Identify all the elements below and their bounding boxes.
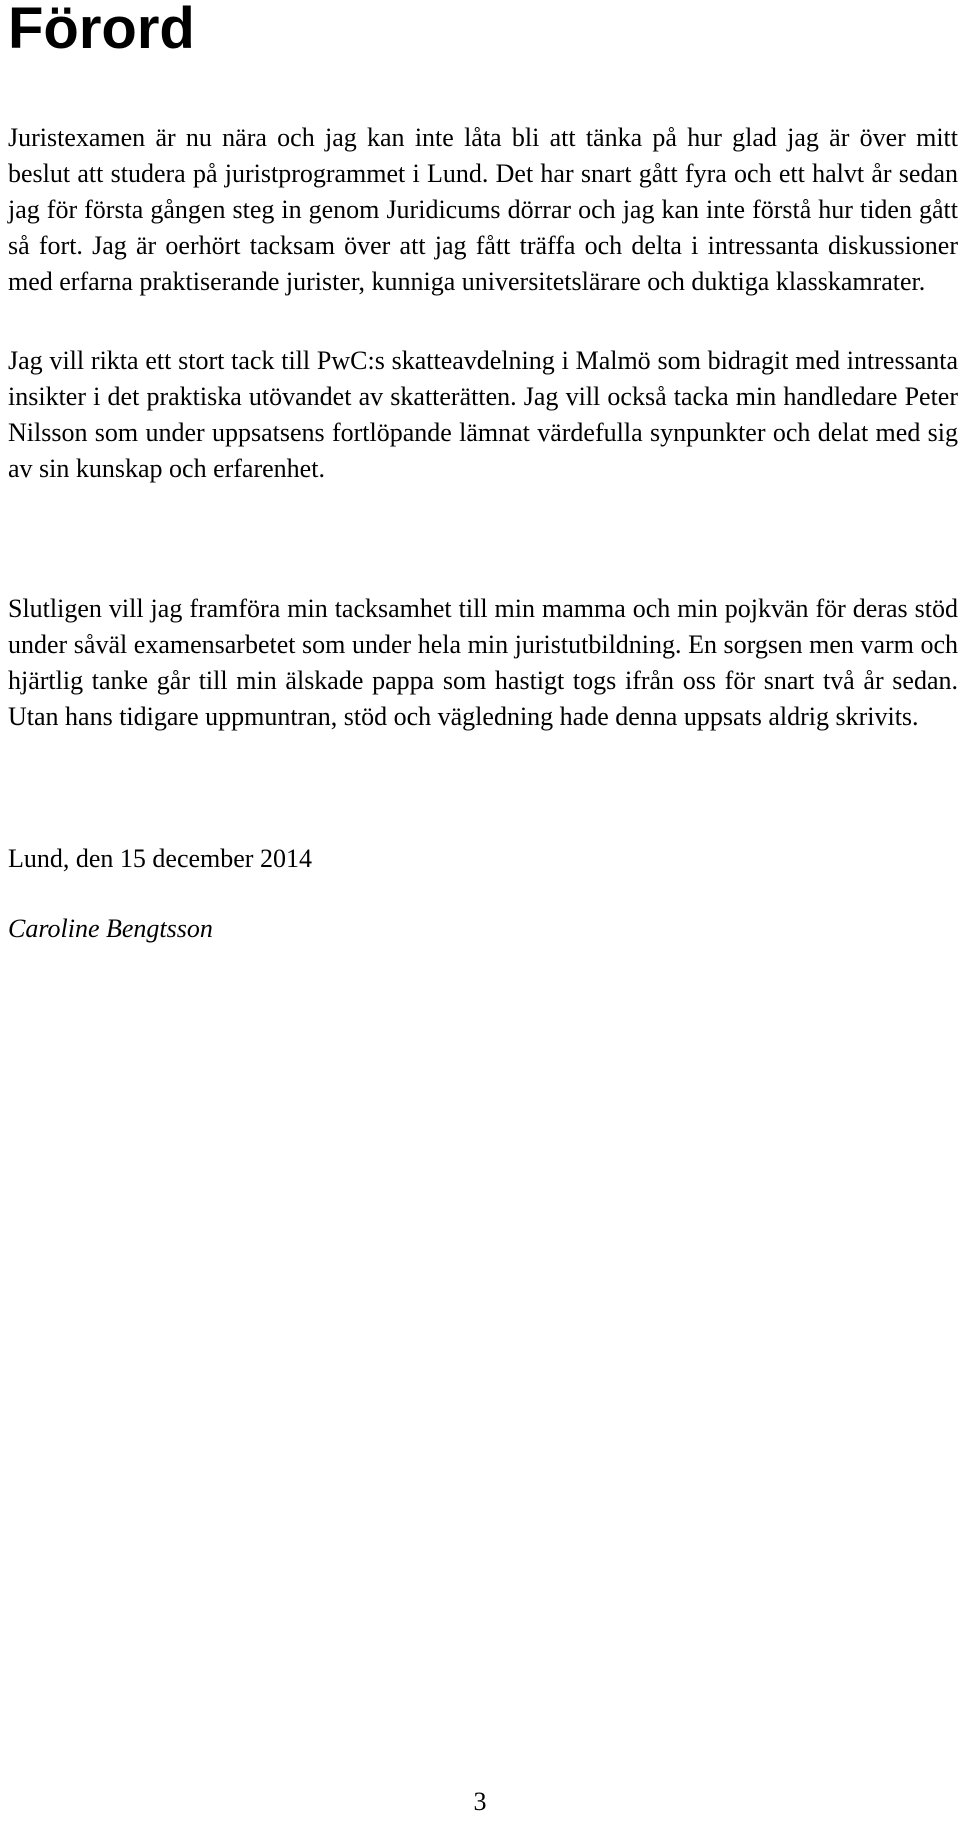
paragraph-thanks: Jag vill rikta ett stort tack till PwC:s skatteavdelning i Malmö som bidragit med intressanta insikter i det praktiska utövandet av skatterätten. Jag vill också tacka min handledare Peter Nilsson som under uppsatsens fortlöpande lämnat värdefulla synpunkter och delat med sig av sin kunskap och erfarenhet. <box>8 346 958 483</box>
paragraph-intro: Juristexamen är nu nära och jag kan inte låta bli att tänka på hur glad jag är över mitt beslut att studera på juristprogrammet i Lund. Det har snart gått fyra och ett halvt år sedan jag för första gången steg in genom Juridicums dörrar och jag kan inte förstå hur tiden gått så fort. Jag är oerhört tacksam över att jag fått träffa och delta i intressanta diskussioner med erfarna praktiserande jurister, kunniga universitetslärare och duktiga klasskamrater. <box>8 123 958 296</box>
place-date: Lund, den 15 december 2014 <box>8 844 312 873</box>
author-signature: Caroline Bengtsson <box>8 914 213 943</box>
page-title: Förord <box>8 0 195 61</box>
paragraph-family: Slutligen vill jag framföra min tacksamhet till min mamma och min pojkvän för deras stöd under såväl examensarbetet som under hela min juristutbildning. En sorgsen men varm och hjärtlig tanke går till min älskade pappa som hastigt togs ifrån oss för snart två år sedan. Utan hans tidigare uppmuntran, stöd och vägledning hade denna uppsats aldrig skrivits. <box>8 594 958 731</box>
page-number: 3 <box>473 1787 487 1816</box>
